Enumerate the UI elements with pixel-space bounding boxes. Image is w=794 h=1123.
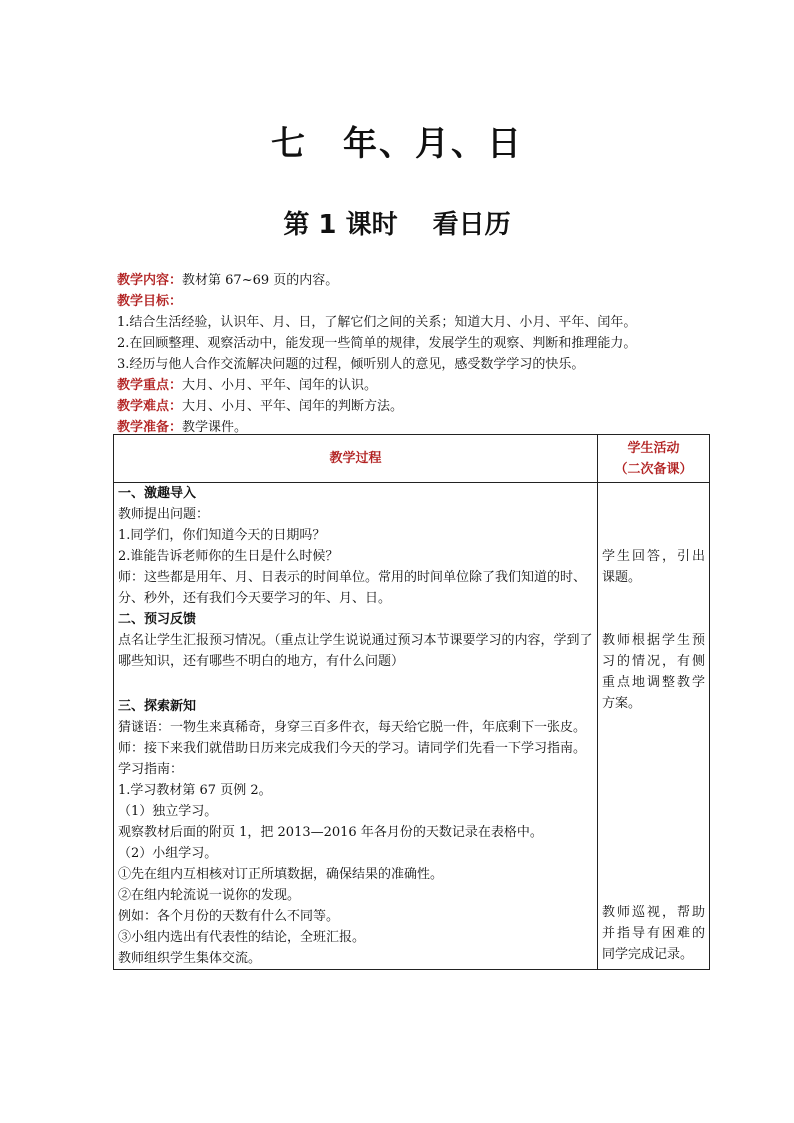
goal-item: 1.结合生活经验，认识年、月、日，了解它们之间的关系；知道大月、小月、平年、闰年。: [117, 315, 637, 330]
activity-note: 学生回答，引出课题。: [602, 549, 705, 585]
process-line: 1.学习教材第 67 页例 2。: [118, 783, 272, 798]
lesson-subtitle: 第 1 课时 看日历: [283, 210, 511, 240]
prep-label: 教学准备: [117, 420, 170, 435]
header-activity-line2: （二次备课）: [614, 461, 693, 477]
process-line: 观察教材后面的附页 1，把 2013—2016 年各月份的天数记录在表格中。: [118, 825, 543, 840]
goal-item: 2.在回顾整理、观察活动中，能发现一些简单的规律，发展学生的观察、判断和推理能力。: [117, 336, 637, 351]
lesson-plan-table: [113, 434, 710, 970]
section-heading: 一、激趣导入: [118, 486, 197, 501]
activity-note: 教师巡视，帮助并指导有困难的同学完成记录。: [602, 905, 705, 962]
prep-text: 教学课件。: [182, 420, 248, 435]
process-line: 学习指南：: [118, 762, 184, 777]
process-line: 师：接下来我们就借助日历来完成我们今天的学习。请同学们先看一下学习指南。: [118, 741, 587, 756]
process-line: （1）独立学习。: [118, 804, 218, 819]
process-line: 例如：各个月份的天数有什么不同等。: [118, 909, 340, 924]
process-line: 点名让学生汇报预习情况。（重点让学生说说通过预习本节课要学习的内容，学到了哪些知识，还有哪些不明白的地方，有什么问题）: [118, 633, 593, 669]
colon: ：: [169, 399, 183, 414]
process-line: 2.谁能告诉老师你的生日是什么时候？: [118, 549, 339, 564]
goals-row: [117, 291, 717, 312]
difficulty-row: [117, 396, 717, 417]
table-header-row: [114, 435, 710, 483]
process-line: ②在组内轮流说一说你的发现。: [118, 888, 301, 903]
process-line: ③小组内选出有代表性的结论，全班汇报。: [118, 930, 366, 945]
process-cell: [114, 483, 598, 970]
content-label: 教学内容: [117, 273, 170, 288]
page-title: 七 年、月、日: [271, 124, 523, 164]
key-text: 大月、小月、平年、闰年的认识。: [182, 378, 378, 393]
process-line: 教师提出问题：: [118, 507, 210, 522]
activity-cell: [598, 483, 710, 970]
goal-item: 3.经历与他人合作交流解决问题的过程，倾听别人的意见，感受数学学习的快乐。: [117, 357, 585, 372]
section-heading: 二、预习反馈: [118, 612, 197, 627]
process-line: 1.同学们，你们知道今天的日期吗？: [118, 528, 326, 543]
section-heading: 三、探索新知: [118, 699, 197, 714]
header-activity-line1: 学生活动: [627, 440, 680, 456]
key-label: 教学重点: [117, 378, 170, 393]
process-line: 教师组织学生集体交流。: [118, 951, 262, 966]
process-line: ①先在组内互相核对订正所填数据，确保结果的准确性。: [118, 867, 444, 882]
content-text: 教材第 67~69 页的内容。: [182, 273, 339, 288]
lesson-info: [117, 270, 717, 438]
header-activity: [598, 435, 710, 483]
content-row: [117, 270, 717, 291]
activity-note: 教师根据学生预习的情况，有侧重点地调整教学方案。: [602, 633, 705, 711]
header-process: 教学过程: [114, 435, 598, 483]
table-row: [114, 483, 710, 970]
process-line: 猜谜语：一物生来真稀奇，身穿三百多件衣，每天给它脱一件，年底剩下一张皮。: [118, 720, 587, 735]
colon: ：: [169, 378, 183, 393]
difficulty-label: 教学难点: [117, 399, 170, 414]
goals-label: 教学目标: [117, 294, 170, 309]
colon: ：: [169, 294, 183, 309]
difficulty-text: 大月、小月、平年、闰年的判断方法。: [182, 399, 404, 414]
key-row: [117, 375, 717, 396]
process-line: 师：这些都是用年、月、日表示的时间单位。常用的时间单位除了我们知道的时、分、秒外，还有我们今天要学习的年、月、日。: [118, 570, 587, 606]
colon: ：: [169, 420, 183, 435]
process-line: （2）小组学习。: [118, 846, 218, 861]
spacer: [118, 672, 593, 696]
colon: ：: [169, 273, 183, 288]
